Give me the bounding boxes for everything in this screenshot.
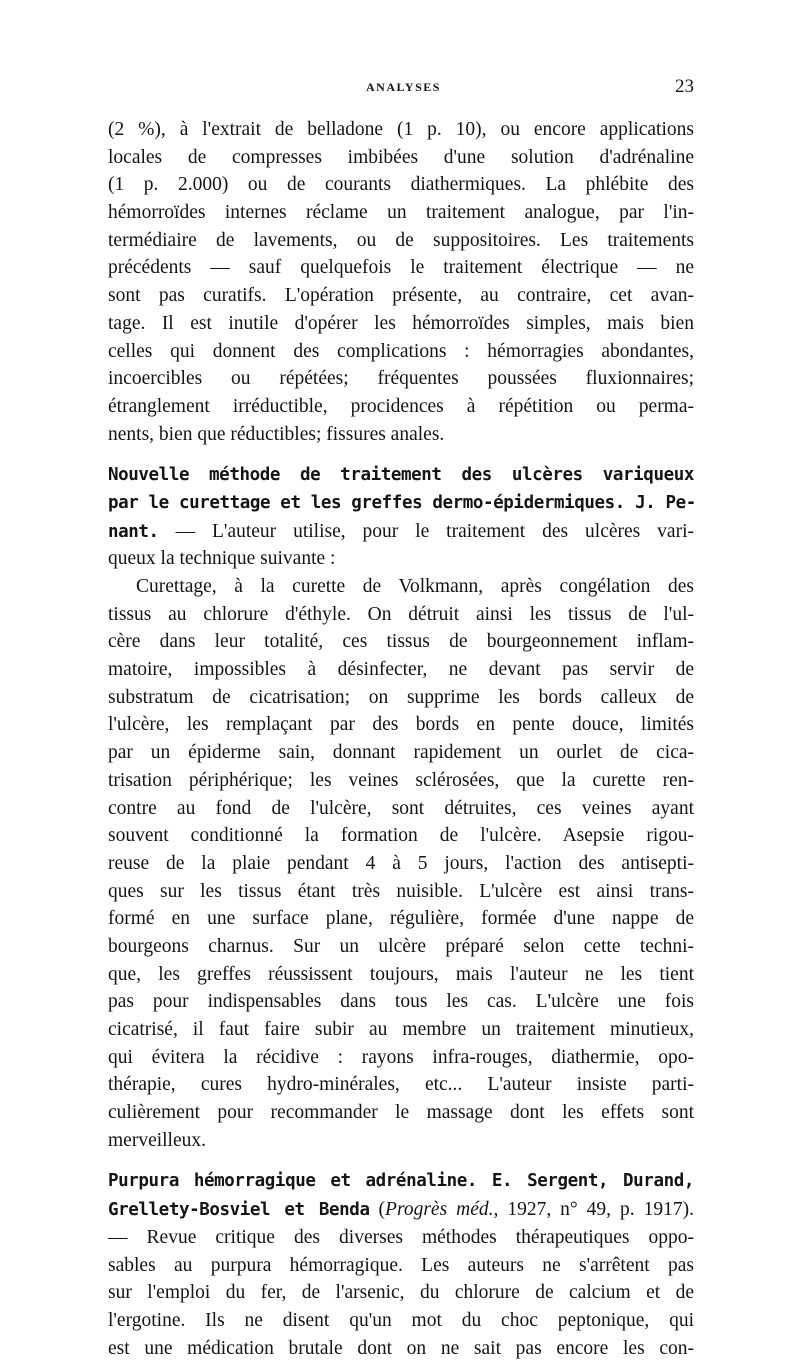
article-title-line: [108, 518, 694, 546]
article-title: Nouvelle méthode de traitement des ulcères variqueux: [108, 465, 694, 486]
text-line: l'ergotine. Ils ne disent qu'un mot du choc peptonique, qui: [108, 1309, 694, 1331]
text-line: qui évitera la récidive : rayons infra-rouges, diathermie, opo-: [108, 1046, 694, 1068]
text-line: étranglement irréductible, procidences à répétition ou perma-: [108, 395, 694, 417]
text-line: souvent conditionné la formation de l'ulcère. Asepsie rigou-: [108, 825, 694, 847]
citation-open: (: [369, 1199, 386, 1221]
text-line: pas pour indispensables dans tous les cas. L'ulcère une fois: [108, 991, 694, 1013]
article-title: par le curettage et les greffes dermo-épidermiques. J. Pe-: [108, 492, 696, 513]
journal-name: Progrès méd.: [385, 1199, 494, 1221]
page-body: [108, 116, 694, 1362]
text-line: celles qui donnent des complications : hémorragies abondantes,: [108, 340, 694, 362]
paragraph-continuation: [108, 116, 694, 448]
text-line: contre au fond de l'ulcère, sont détruites, ces veines ayant: [108, 797, 694, 819]
article-authors: Grellety-Bosviel et Benda: [108, 1200, 370, 1221]
text-line: sont pas curatifs. L'opération présente, au contraire, cet avan-: [108, 285, 694, 307]
text-line: thérapie, cures hydro-minérales, etc... L'auteur insiste parti-: [108, 1074, 694, 1096]
text-line: hémorroïdes internes réclame un traitement analogue, par l'in-: [108, 202, 694, 224]
text-line: locales de compresses imbibées d'une solution d'adrénaline: [108, 146, 694, 168]
page-number: 23: [675, 76, 694, 97]
article-title: Purpura hémorragique et adrénaline. E. Sergent, Durand,: [108, 1171, 694, 1192]
page-header: [108, 78, 694, 100]
text-line: cère dans leur totalité, ces tissus de bourgeonnement inflam-: [108, 631, 694, 653]
text-line: matoire, impossibles à désinfecter, ne devant pas servir de: [108, 659, 694, 681]
text-line: reuse de la plaie pendant 4 à 5 jours, l'action des antisepti-: [108, 852, 694, 874]
text-line: (1 p. 2.000) ou de courants diathermiques. La phlébite des: [108, 174, 694, 196]
text-line: culièrement pour recommander le massage dont les effets sont: [108, 1102, 694, 1124]
article-purpura: [108, 1168, 694, 1362]
text-line: tage. Il est inutile d'opérer les hémorroïdes simples, mais bien: [108, 312, 694, 334]
text-line: précédents — sauf quelquefois le traitement électrique — ne: [108, 257, 694, 279]
text-line: par un épiderme sain, donnant rapidement un ourlet de cica-: [108, 742, 694, 764]
text-line: trisation périphérique; les veines sclérosées, que la curette ren-: [108, 769, 694, 791]
text-line: sur l'emploi du fer, de l'arsenic, du chlorure de calcium et de: [108, 1282, 694, 1304]
text-line: substratum de cicatrisation; on supprime les bords calleux de: [108, 686, 694, 708]
text-line: termédiaire de lavements, ou de suppositoires. Les traitements: [108, 229, 694, 251]
text-line: — Revue critique des diverses méthodes thérapeutiques oppo-: [108, 1226, 694, 1248]
text-line: nents, bien que réductibles; fissures anales.: [108, 423, 445, 445]
section-gap: [108, 448, 694, 462]
article-title-end: nant.: [108, 521, 159, 542]
text-line: l'ulcère, les remplaçant par des bords en pente douce, limités: [108, 714, 694, 736]
article-title-line: [108, 1196, 694, 1224]
text-line: tissus au chlorure d'éthyle. On détruit ainsi les tissus de l'ul-: [108, 603, 694, 625]
text-line: est une médication brutale dont on ne sait pas encore les con-: [108, 1337, 694, 1359]
text-line: ques sur les tissus étant très nuisible. L'ulcère est ainsi trans-: [108, 880, 694, 902]
article-ulceres-variqueux: [108, 462, 694, 1154]
text-line: formé en une surface plane, régulière, formée d'une nappe de: [108, 908, 694, 930]
text-line: (2 %), à l'extrait de belladone (1 p. 10), ou encore applications: [108, 119, 694, 140]
text-line: bourgeons charnus. Sur un ulcère préparé selon cette techni-: [108, 935, 694, 957]
article-text: — L'auteur utilise, pour le traitement des ulcères vari-: [158, 520, 694, 542]
running-head: ANALYSES: [366, 80, 441, 94]
text-line: incoercibles ou répétées; fréquentes poussées fluxionnaires;: [108, 368, 694, 390]
text-line: sables au purpura hémorragique. Les auteurs ne s'arrêtent pas: [108, 1254, 694, 1276]
text-line: que, les greffes réussissent toujours, mais l'auteur ne les tient: [108, 963, 694, 985]
text-line: Curettage, à la curette de Volkmann, après congélation des: [136, 576, 694, 597]
text-line: merveilleux.: [108, 1129, 207, 1151]
text-line: queux la technique suivante :: [108, 548, 336, 570]
text-line: cicatrisé, il faut faire subir au membre un traitement minutieux,: [108, 1019, 694, 1040]
citation-details: , 1927, n° 49, p. 1917).: [493, 1199, 694, 1221]
section-gap: [108, 1154, 694, 1168]
